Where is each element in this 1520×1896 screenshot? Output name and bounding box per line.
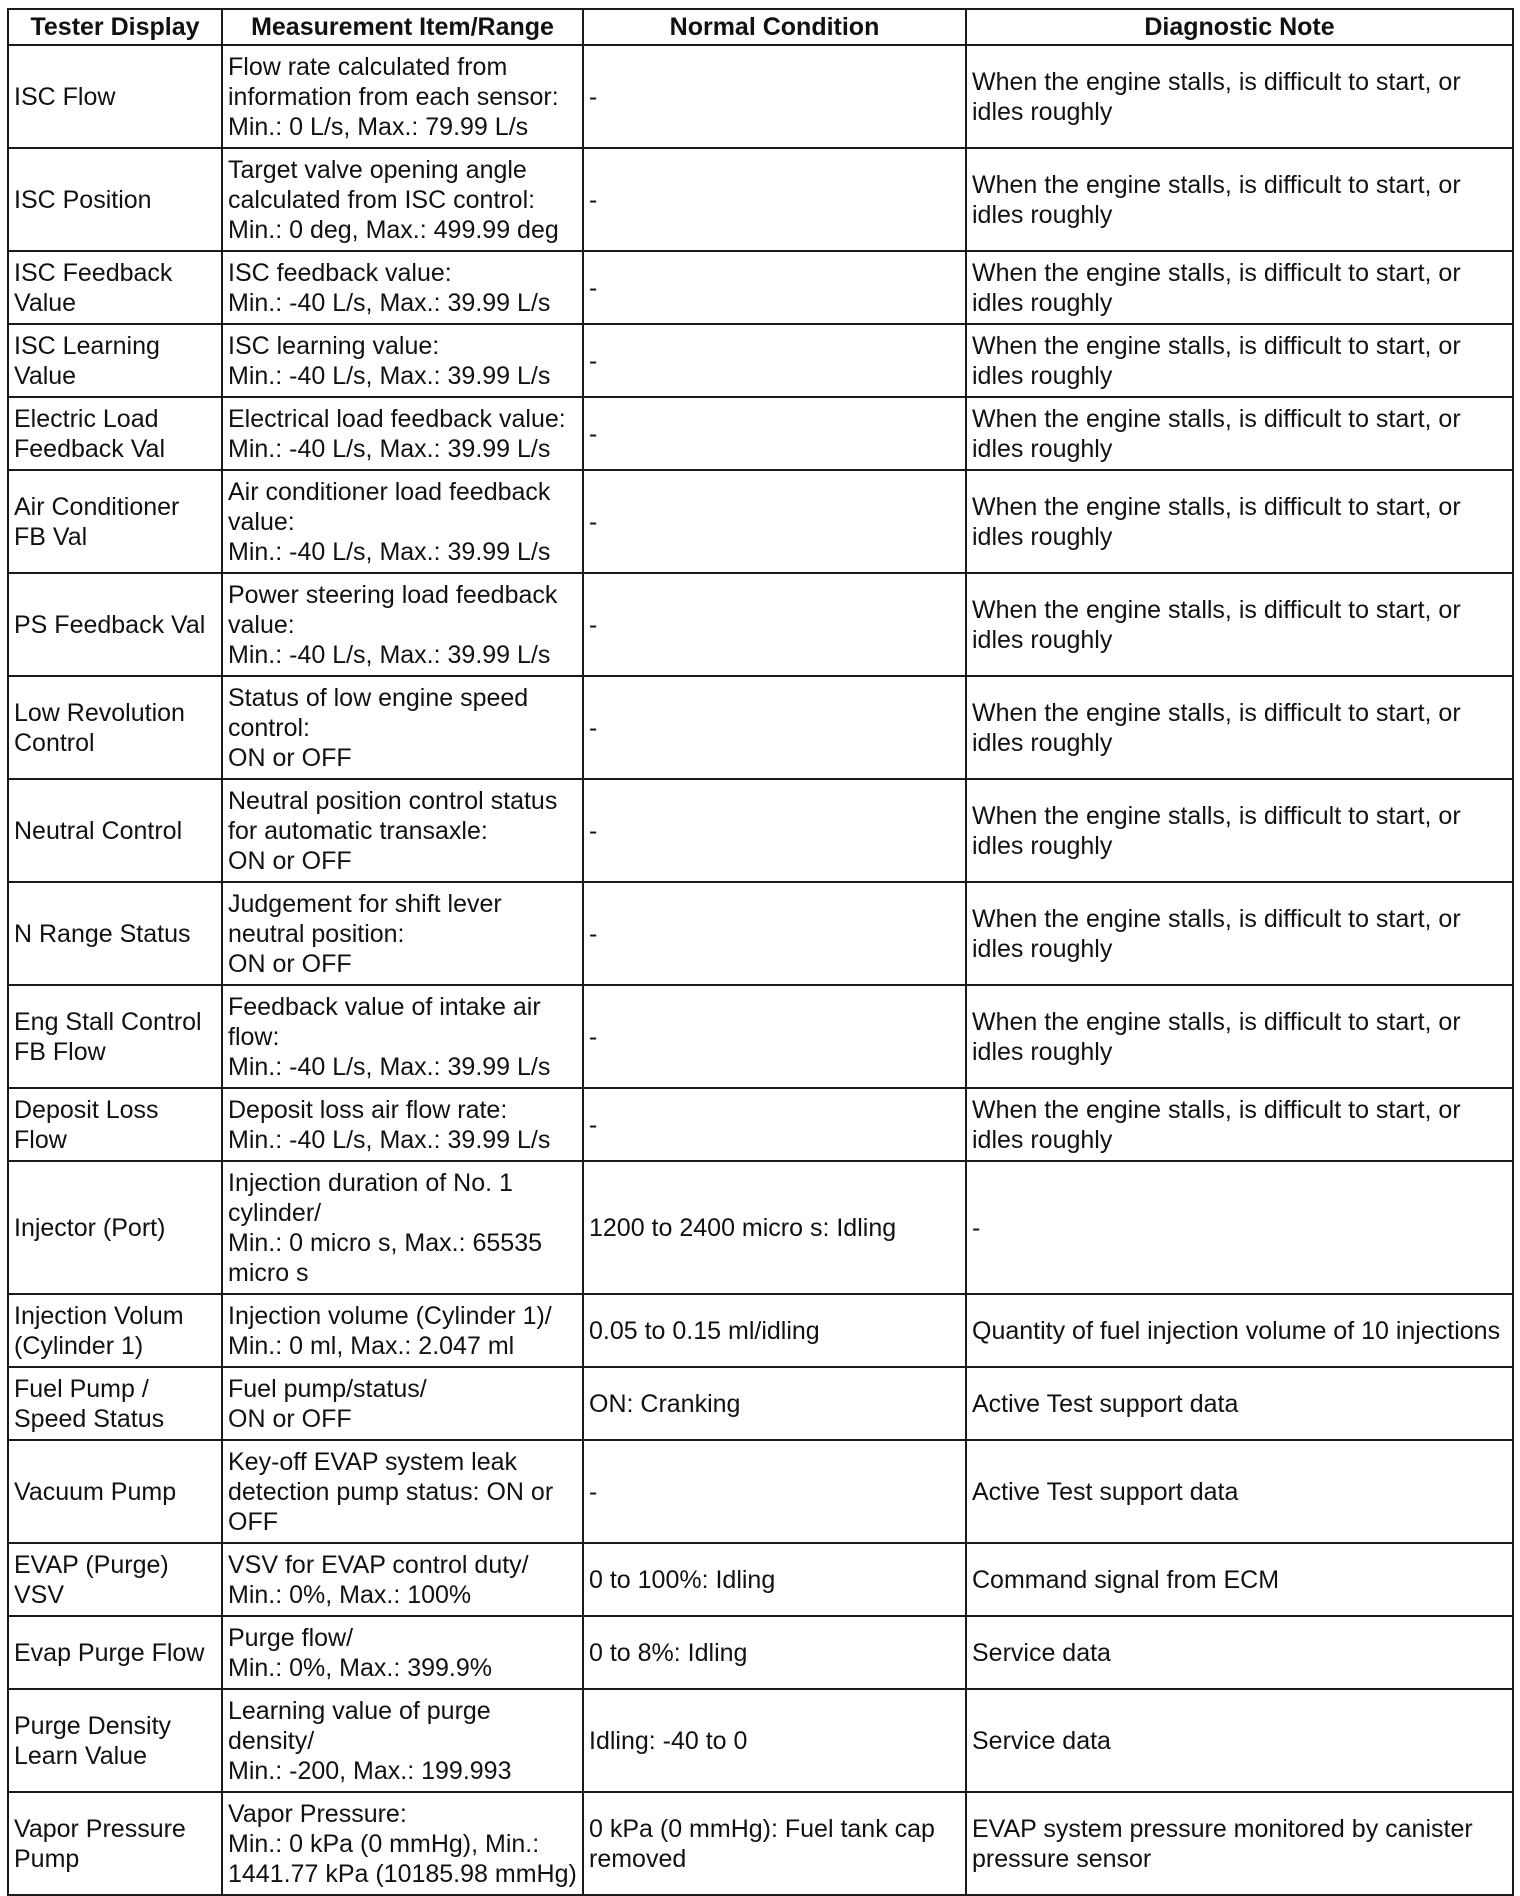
cell-tester-display: Neutral Control [8,779,222,882]
cell-tester-display: PS Feedback Val [8,573,222,676]
cell-diagnostic-note: EVAP system pressure monitored by canister pressure sensor [966,1792,1513,1895]
table-row [8,1440,1513,1543]
cell-measurement: Target valve opening angle calculated from ISC control: Min.: 0 deg, Max.: 499.99 deg [222,148,583,251]
table-row [8,779,1513,882]
cell-normal-condition: - [583,324,966,397]
cell-diagnostic-note: When the engine stalls, is difficult to start, or idles roughly [966,397,1513,470]
table-row [8,1543,1513,1616]
cell-measurement: Fuel pump/status/ ON or OFF [222,1367,583,1440]
table-row [8,1294,1513,1367]
cell-measurement: Electrical load feedback value: Min.: -40 L/s, Max.: 39.99 L/s [222,397,583,470]
table-row [8,985,1513,1088]
cell-tester-display: Eng Stall Control FB Flow [8,985,222,1088]
table-row [8,45,1513,148]
cell-tester-display: Air Conditioner FB Val [8,470,222,573]
table-row [8,1161,1513,1294]
cell-diagnostic-note: Service data [966,1616,1513,1689]
cell-normal-condition: - [583,397,966,470]
cell-tester-display: N Range Status [8,882,222,985]
cell-normal-condition: Idling: -40 to 0 [583,1689,966,1792]
cell-tester-display: Vacuum Pump [8,1440,222,1543]
cell-tester-display: Deposit Loss Flow [8,1088,222,1161]
cell-normal-condition: 0.05 to 0.15 ml/idling [583,1294,966,1367]
cell-normal-condition: - [583,676,966,779]
header-row [8,9,1513,45]
cell-measurement: Injection volume (Cylinder 1)/ Min.: 0 ml, Max.: 2.047 ml [222,1294,583,1367]
cell-measurement: Learning value of purge density/ Min.: -200, Max.: 199.993 [222,1689,583,1792]
table-row [8,251,1513,324]
cell-tester-display: ISC Position [8,148,222,251]
cell-normal-condition: - [583,985,966,1088]
cell-diagnostic-note: When the engine stalls, is difficult to start, or idles roughly [966,779,1513,882]
cell-measurement: Neutral position control status for automatic transaxle: ON or OFF [222,779,583,882]
cell-tester-display: ISC Feedback Value [8,251,222,324]
cell-diagnostic-note: When the engine stalls, is difficult to start, or idles roughly [966,676,1513,779]
table-row [8,324,1513,397]
cell-normal-condition: - [583,45,966,148]
header-measurement-item: Measurement Item/Range [222,9,583,45]
cell-diagnostic-note: When the engine stalls, is difficult to start, or idles roughly [966,1088,1513,1161]
table-row [8,1088,1513,1161]
cell-tester-display: Electric Load Feedback Val [8,397,222,470]
cell-diagnostic-note: When the engine stalls, is difficult to start, or idles roughly [966,882,1513,985]
header-tester-display: Tester Display [8,9,222,45]
cell-tester-display: Evap Purge Flow [8,1616,222,1689]
cell-tester-display: Injection Volum (Cylinder 1) [8,1294,222,1367]
cell-tester-display: Vapor Pressure Pump [8,1792,222,1895]
cell-tester-display: Purge Density Learn Value [8,1689,222,1792]
cell-measurement: Vapor Pressure: Min.: 0 kPa (0 mmHg), Min.: 1441.77 kPa (10185.98 mmHg) [222,1792,583,1895]
cell-diagnostic-note: When the engine stalls, is difficult to start, or idles roughly [966,573,1513,676]
cell-diagnostic-note: When the engine stalls, is difficult to start, or idles roughly [966,45,1513,148]
cell-tester-display: Low Revolution Control [8,676,222,779]
cell-diagnostic-note: - [966,1161,1513,1294]
table-row [8,573,1513,676]
cell-diagnostic-note: When the engine stalls, is difficult to start, or idles roughly [966,324,1513,397]
table-row [8,1367,1513,1440]
cell-measurement: ISC learning value: Min.: -40 L/s, Max.: 39.99 L/s [222,324,583,397]
cell-normal-condition: - [583,148,966,251]
cell-tester-display: EVAP (Purge) VSV [8,1543,222,1616]
table-row [8,676,1513,779]
cell-measurement: ISC feedback value: Min.: -40 L/s, Max.: 39.99 L/s [222,251,583,324]
table-row [8,1792,1513,1895]
cell-normal-condition: - [583,1440,966,1543]
cell-measurement: Purge flow/ Min.: 0%, Max.: 399.9% [222,1616,583,1689]
cell-measurement: Status of low engine speed control: ON or OFF [222,676,583,779]
cell-measurement: Injection duration of No. 1 cylinder/ Min.: 0 micro s, Max.: 65535 micro s [222,1161,583,1294]
cell-normal-condition: - [583,573,966,676]
cell-normal-condition: ON: Cranking [583,1367,966,1440]
table-row [8,397,1513,470]
cell-normal-condition: - [583,251,966,324]
cell-normal-condition: 0 kPa (0 mmHg): Fuel tank cap removed [583,1792,966,1895]
cell-measurement: Power steering load feedback value: Min.: -40 L/s, Max.: 39.99 L/s [222,573,583,676]
table-row [8,882,1513,985]
cell-normal-condition: 1200 to 2400 micro s: Idling [583,1161,966,1294]
cell-tester-display: Injector (Port) [8,1161,222,1294]
cell-measurement: Feedback value of intake air flow: Min.: -40 L/s, Max.: 39.99 L/s [222,985,583,1088]
cell-diagnostic-note: When the engine stalls, is difficult to start, or idles roughly [966,251,1513,324]
header-diagnostic-note: Diagnostic Note [966,9,1513,45]
cell-tester-display: ISC Learning Value [8,324,222,397]
cell-diagnostic-note: Quantity of fuel injection volume of 10 injections [966,1294,1513,1367]
cell-normal-condition: - [583,470,966,573]
cell-measurement: Key-off EVAP system leak detection pump status: ON or OFF [222,1440,583,1543]
table-row [8,1689,1513,1792]
cell-measurement: Judgement for shift lever neutral position: ON or OFF [222,882,583,985]
cell-diagnostic-note: When the engine stalls, is difficult to start, or idles roughly [966,470,1513,573]
cell-diagnostic-note: Command signal from ECM [966,1543,1513,1616]
cell-measurement: Flow rate calculated from information from each sensor: Min.: 0 L/s, Max.: 79.99 L/s [222,45,583,148]
data-list-table [7,8,1514,1896]
cell-measurement: Deposit loss air flow rate: Min.: -40 L/s, Max.: 39.99 L/s [222,1088,583,1161]
cell-measurement: Air conditioner load feedback value: Min.: -40 L/s, Max.: 39.99 L/s [222,470,583,573]
cell-diagnostic-note: When the engine stalls, is difficult to start, or idles roughly [966,985,1513,1088]
table-row [8,148,1513,251]
cell-tester-display: ISC Flow [8,45,222,148]
cell-measurement: VSV for EVAP control duty/ Min.: 0%, Max.: 100% [222,1543,583,1616]
cell-normal-condition: 0 to 100%: Idling [583,1543,966,1616]
table-row [8,470,1513,573]
cell-normal-condition: - [583,779,966,882]
cell-normal-condition: - [583,1088,966,1161]
table-row [8,1616,1513,1689]
cell-diagnostic-note: Active Test support data [966,1440,1513,1543]
cell-diagnostic-note: When the engine stalls, is difficult to start, or idles roughly [966,148,1513,251]
header-normal-condition: Normal Condition [583,9,966,45]
cell-normal-condition: 0 to 8%: Idling [583,1616,966,1689]
cell-diagnostic-note: Active Test support data [966,1367,1513,1440]
cell-normal-condition: - [583,882,966,985]
cell-tester-display: Fuel Pump / Speed Status [8,1367,222,1440]
cell-diagnostic-note: Service data [966,1689,1513,1792]
